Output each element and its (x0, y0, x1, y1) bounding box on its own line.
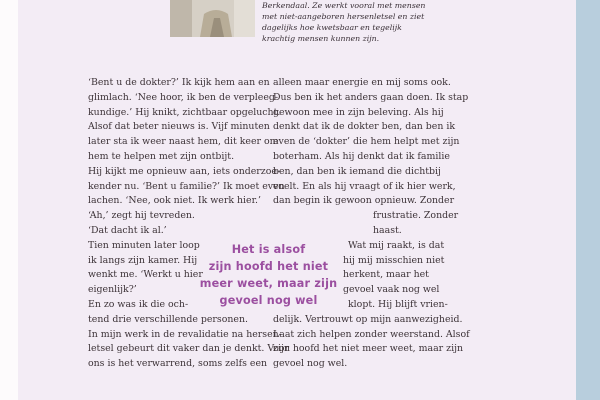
portrait-photo (170, 0, 255, 37)
text-line: hij mij misschien niet (343, 254, 445, 266)
text-line: eigenlijk?’ (88, 284, 137, 296)
text-line: haast. (373, 224, 402, 236)
text-line: En zo was ik die och- (88, 298, 189, 310)
text-line: gevoel nog wel. (273, 358, 348, 370)
quote-line: meer weet, maar zijn (199, 277, 338, 290)
text-line: zijn hoofd het niet meer weet, maar zijn (273, 343, 464, 355)
text-line: gewoon mee in zijn beleving. Als hij (273, 106, 444, 118)
text-line: hem te helpen met zijn ontbijt. (88, 150, 235, 162)
text-line: ‘Dat dacht ik al.’ (88, 224, 167, 236)
text-line: Hij kijkt me opnieuw aan, iets onderzoe- (88, 165, 281, 177)
text-line: klopt. Hij blijft vrien- (348, 298, 448, 310)
text-line: dan begin ik gewoon opnieuw. Zonder (273, 195, 455, 207)
quote-line: gevoel nog wel (219, 294, 318, 307)
text-line: ‘Ah,’ zegt hij tevreden. (88, 210, 195, 222)
pull-quote (196, 241, 341, 309)
text-line: boterham. Als hij denkt dat ik familie (273, 150, 450, 162)
text-line: kundige.’ Hij knikt, zichtbaar opgelucht. (88, 106, 281, 118)
caption-line: Berkendaal. Ze werkt vooral met mensen (262, 1, 426, 10)
caption-line: krachtig mensen kunnen zijn. (262, 34, 380, 43)
caption-line: met niet-aangeboren hersenletsel en ziet (262, 12, 425, 21)
page-margin (0, 0, 18, 400)
text-line: letsel gebeurt dit vaker dan je denkt. Voor (88, 343, 290, 355)
text-line: Laat zich helpen zonder weerstand. Alsof (273, 328, 470, 340)
text-line: wenkt me. ‘Werkt u hier (88, 269, 203, 281)
text-line: lachen. ‘Nee, ook niet. Ik werk hier.’ (88, 195, 261, 207)
text-line: alleen maar energie en mij soms ook. (273, 77, 451, 88)
text-line: denkt dat ik de dokter ben, dan ben ik (273, 121, 456, 133)
text-line: ben, dan ben ik iemand die dichtbij (273, 165, 441, 177)
text-line: ‘Bent u de dokter?’ Ik kijk hem aan en (88, 77, 270, 88)
text-line: delijk. Vertrouwt op mijn aanwezigheid. (273, 313, 463, 325)
text-line: Tien minuten later loop (88, 239, 200, 251)
wavy-side-band (552, 0, 600, 400)
text-line: voelt. En als hij vraagt of ik hier werk, (273, 180, 456, 192)
text-line: herkent, maar het (343, 269, 429, 281)
text-line: tend drie verschillende personen. (88, 313, 248, 325)
text-line: frustratie. Zonder (373, 210, 459, 222)
caption-line: dagelijks hoe kwetsbaar en tegelijk (262, 23, 402, 32)
text-line: ons is het verwarrend, soms zelfs een (88, 358, 268, 370)
article-column-right (273, 76, 478, 372)
text-line: Wat mij raakt, is dat (348, 239, 445, 251)
text-line: kender nu. ‘Bent u familie?’ Ik moet even (88, 180, 285, 192)
text-line: glimlach. ‘Nee hoor, ik ben de verpleeg- (88, 91, 279, 103)
photo-caption (262, 0, 472, 44)
quote-line: zijn hoofd het niet (208, 260, 329, 273)
text-line: gevoel vaak nog wel (343, 284, 440, 296)
text-line: Alsof dat beter nieuws is. Vijf minuten (88, 121, 270, 133)
quote-line: Het is alsof (231, 243, 306, 256)
text-line: In mijn werk in de revalidatie na hersen- (88, 328, 282, 340)
text-line: even de ‘dokter’ die hem helpt met zijn (273, 136, 460, 148)
text-line: Dus ben ik het anders gaan doen. Ik stap (273, 91, 469, 103)
text-line: ik langs zijn kamer. Hij (88, 254, 198, 266)
text-line: later sta ik weer naast hem, dit keer om (88, 136, 279, 148)
